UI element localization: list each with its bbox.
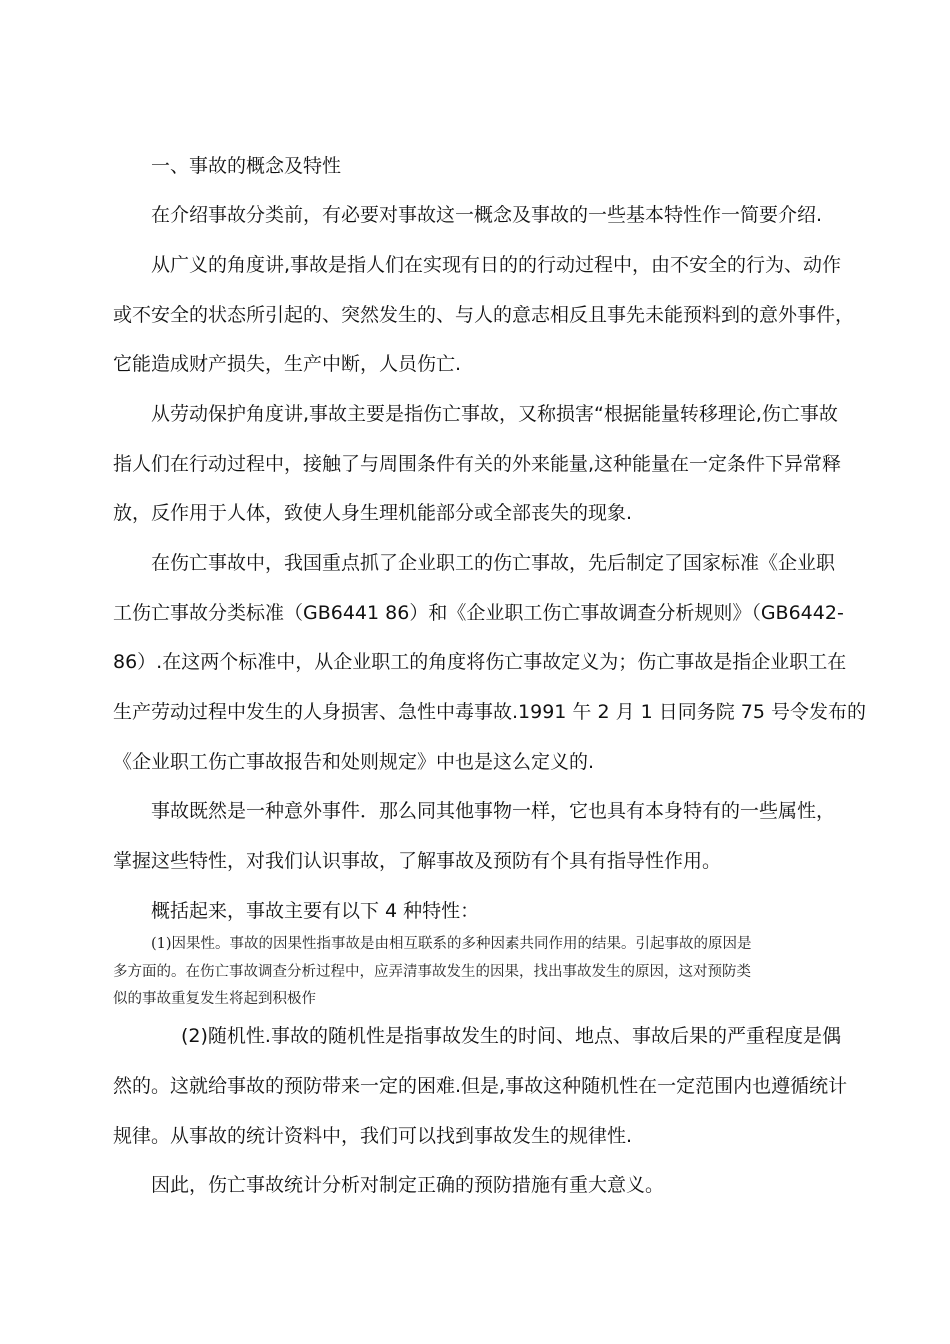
attributes-line-1: 事故既然是一种意外事件．那么同其他事物一样，它也具有本身特有的一些属性， (151, 800, 836, 822)
standards-line-5: 《企业职工伤亡事故报告和处则规定》中也是这么定义的. (113, 751, 595, 773)
labor-definition-line-3: 放，反作用于人体，致使人身生理机能部分或全部丧失的现象. (113, 502, 633, 524)
conclusion-line: 因此，伤亡事故统计分析对制定正确的预防措施有重大意义。 (151, 1174, 665, 1196)
summary-line: 概括起来，事故主要有以下 4 种特性： (151, 900, 480, 922)
randomness-line-2: 然的。这就给事故的预防带来一定的困难.但是,事故这种随机性在一定范围内也遵循统计 (113, 1075, 848, 1097)
causality-line-3: 似的事故重复发生将起到积极作 (113, 991, 316, 1007)
paragraph-intro: 在介绍事故分类前，有必要对事故这一概念及事故的一些基本特性作一简要介绍. (151, 204, 823, 226)
randomness-line-1: (2)随机性.事故的随机性是指事故发生的时间、地点、事故后果的严重程度是偶 (181, 1025, 841, 1047)
section-heading: 一、事故的概念及特性 (151, 155, 342, 177)
randomness-line-3: 规律。从事故的统计资料中，我们可以找到事故发生的规律性. (113, 1125, 633, 1147)
causality-line-1: (1)因果性。事故的因果性指事故是由相互联系的多种因素共同作用的结果。引起事故的原因是 (151, 936, 752, 952)
attributes-line-2: 掌握这些特性，对我们认识事故，了解事故及预防有个具有指导性作用。 (113, 850, 722, 872)
standards-line-1: 在伤亡事故中，我国重点抓了企业职工的伤亡事故，先后制定了国家标准《企业职 (151, 552, 836, 574)
standards-line-3: 86）.在这两个标准中，从企业职工的角度将伤亡事故定义为；伤亡事故是指企业职工在 (113, 651, 847, 673)
standards-line-2: 工伤亡事故分类标准（GB6441 86）和《企业职工伤亡事故调查分析规则》（GB6442- (113, 602, 844, 624)
causality-line-2: 多方面的。在伤亡事故调查分析过程中，应弄清事故发生的因果，找出事故发生的原因，这对预防类 (113, 964, 751, 980)
standards-line-4: 生产劳动过程中发生的人身损害、急性中毒事故.1991 午 2 月 1 日同务院 75 号令发布的 (113, 701, 867, 723)
broad-definition-line-3: 它能造成财产损失，生产中断，人员伤亡. (113, 353, 462, 375)
labor-definition-line-1: 从劳动保护角度讲,事故主要是指伤亡事故，又称损害“根据能量转移理论,伤亡事故 (151, 403, 838, 425)
broad-definition-line-2: 或不安全的状态所引起的、突然发生的、与人的意志相反且事先未能预料到的意外事件， (113, 304, 855, 326)
broad-definition-line-1: 从广义的角度讲,事故是指人们在实现有日的的行动过程中，由不安全的行为、动作 (151, 254, 842, 276)
labor-definition-line-2: 指人们在行动过程中，接触了与周围条件有关的外来能量,这种能量在一定条件下异常释 (113, 453, 842, 475)
